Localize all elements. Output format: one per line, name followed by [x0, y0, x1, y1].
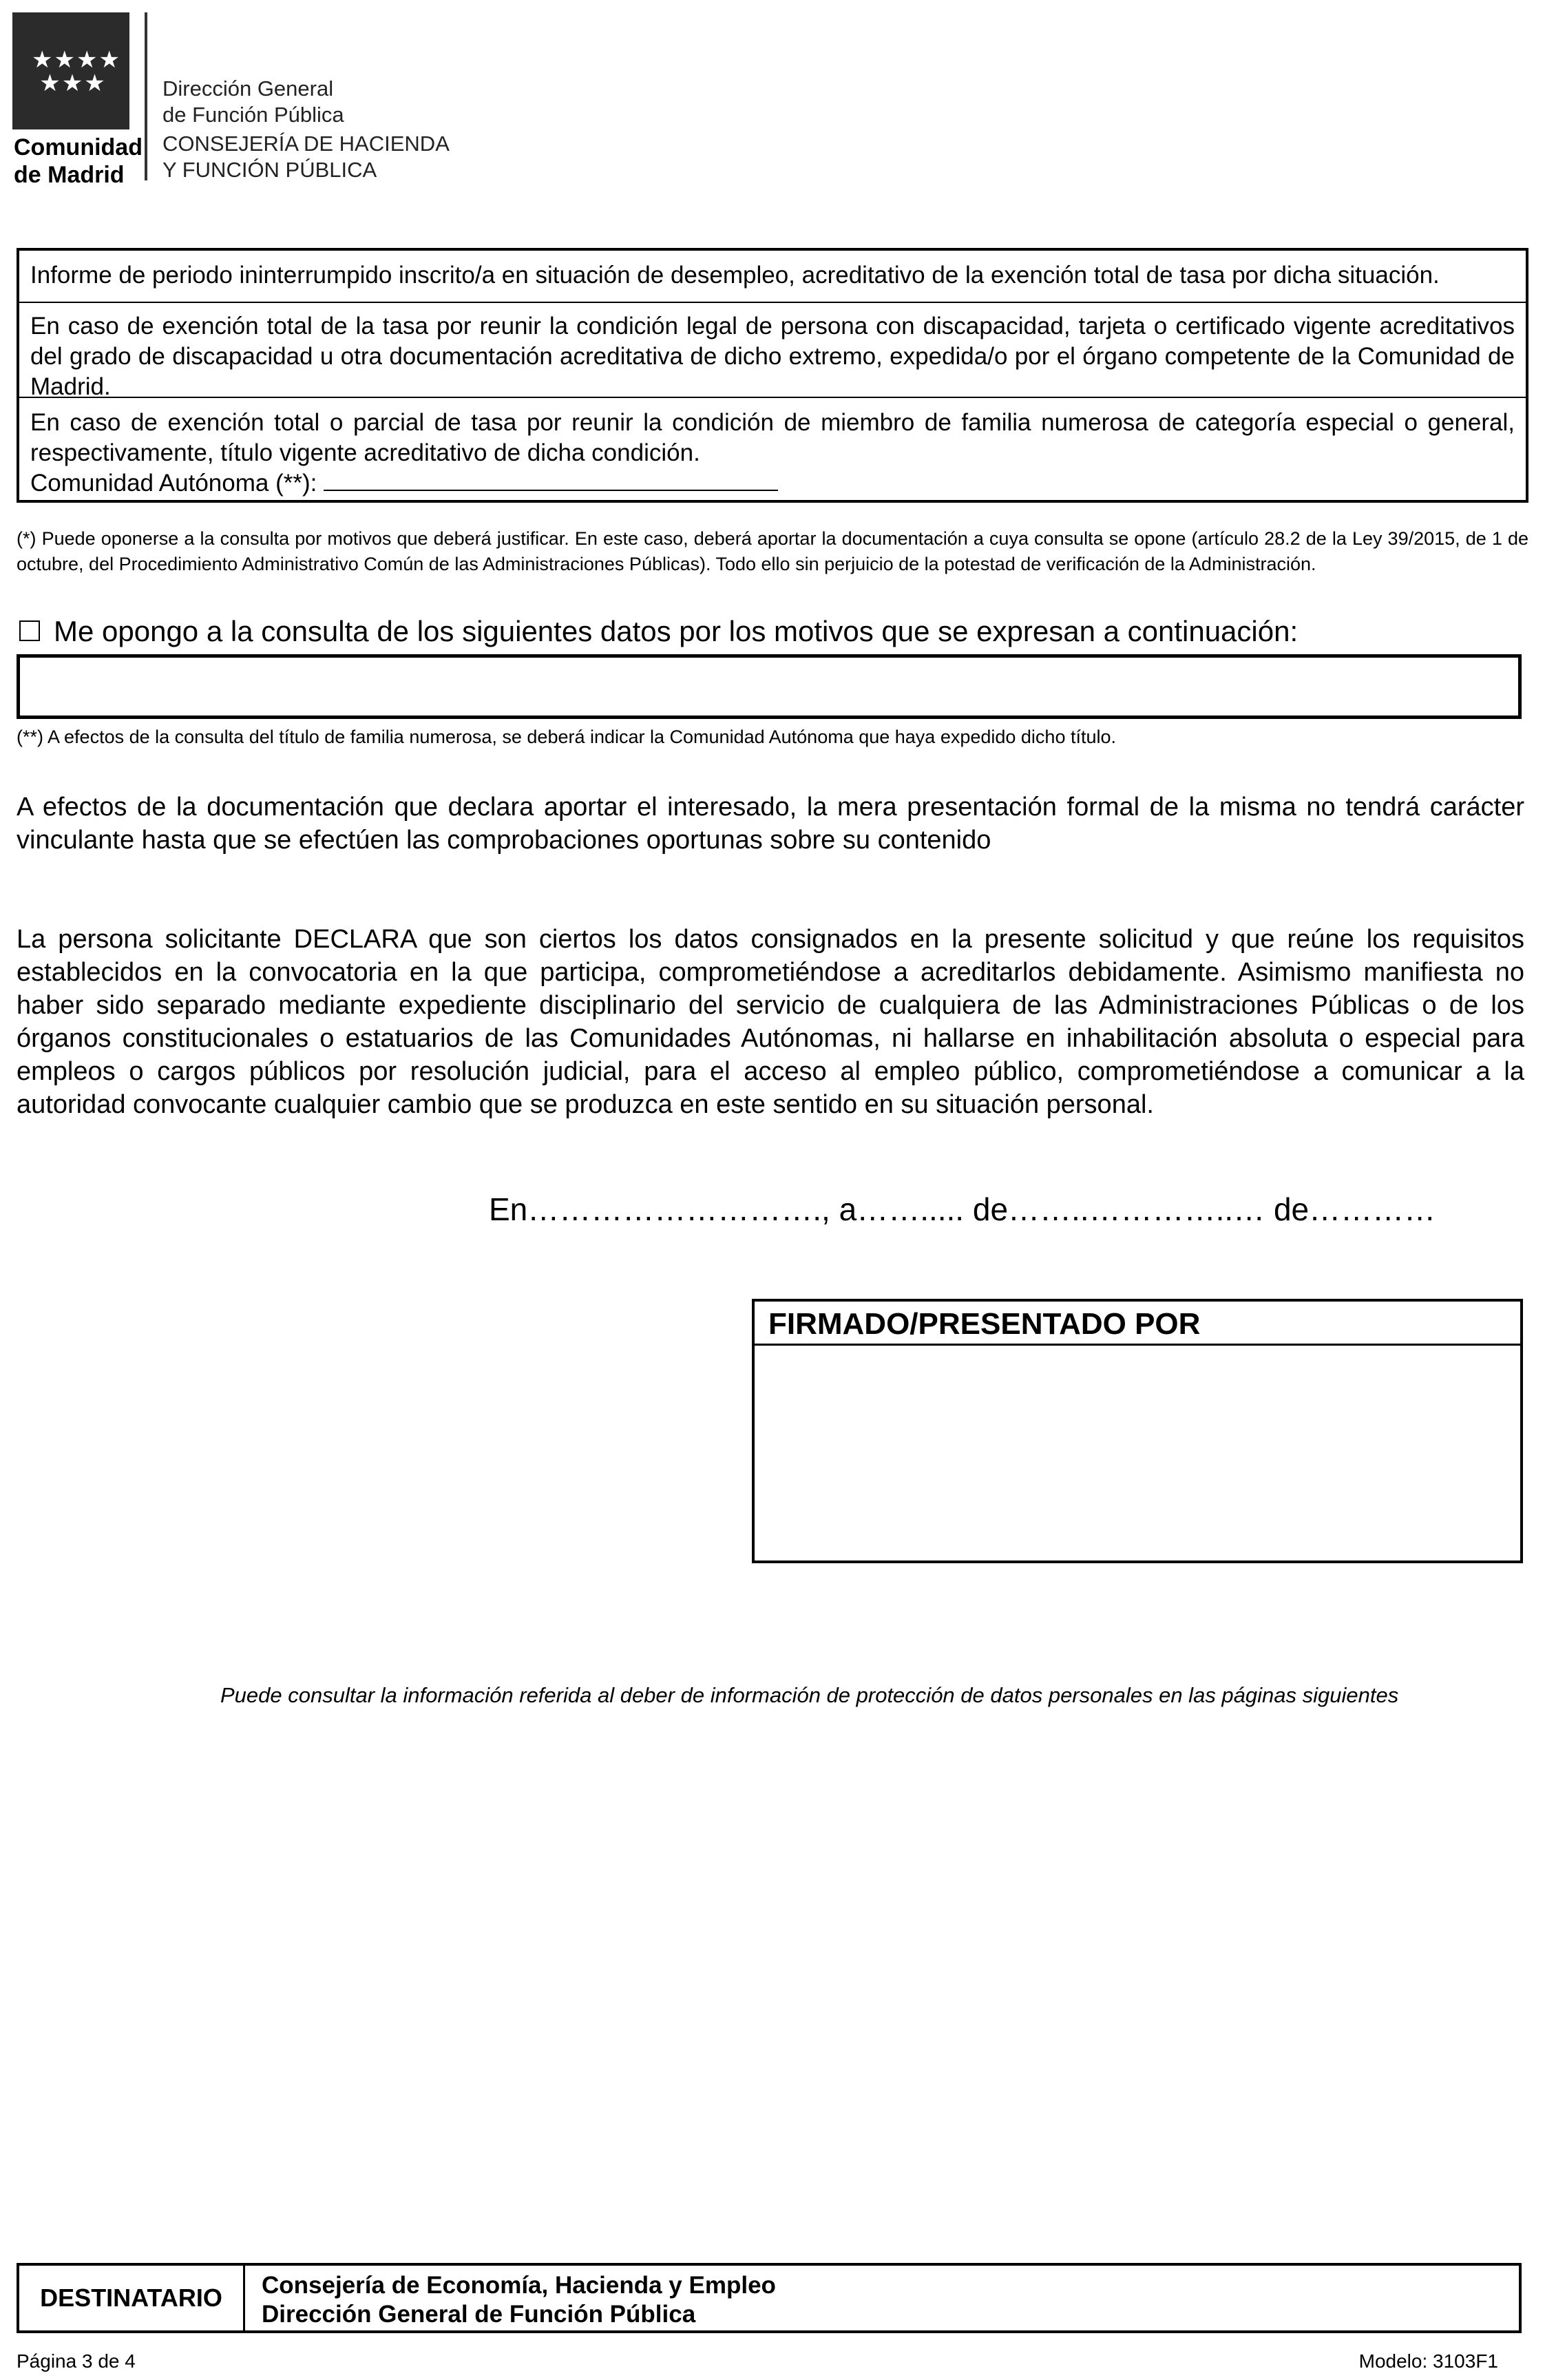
logo-line-2: de Madrid — [14, 162, 125, 188]
table-row-discapacidad: En caso de exención total de la tasa por reunir la condición legal de persona con discapacidad, tarjeta o certificado vigente acreditativos del grado de discapacidad u otra documentación acreditativa de dicho extremo, expedida/o por el órgano competente de la Comunidad de Madrid. — [19, 303, 1526, 398]
stars-icon: ★★★★ ★★★ — [32, 46, 121, 97]
signature-box[interactable] — [752, 1299, 1523, 1563]
documentation-paragraph: A efectos de la documentación que declara aportar el interesado, la mera presentación formal de la misma no tendrá carácter vinculante hasta que se efectúen las comprobaciones oportunas sobre su contenido — [17, 793, 1524, 855]
consulta-note: (*) Puede oponerse a la consulta por motivos que deberá justificar. En este caso, deberá aportar la documentación a cuya consulta se opone (artículo 28.2 de la Ley 39/2015, de 1 de octubre, del Procedimiento Administrativo Común de las Administraciones Públicas). Todo ello sin perjuicio de la potestad de verificación de la Administración. — [17, 528, 1528, 574]
oppose-label: Me opongo a la consulta de los siguientes datos por los motivos que se expresan a continuación: — [54, 615, 1299, 647]
oppose-checkbox[interactable] — [19, 620, 40, 641]
dept-line-2: de Función Pública — [162, 103, 344, 127]
ministry-name — [162, 131, 450, 183]
oppose-option — [17, 614, 1298, 649]
table-row-desempleo: Informe de periodo ininterrumpido inscrito/a en situación de desempleo, acreditativo de la exención total de tasa por dicha situación. — [19, 251, 1526, 303]
documentation-table — [17, 248, 1528, 503]
page-number: Página 3 de 4 — [17, 2350, 136, 2372]
oppose-reasons-field[interactable] — [17, 654, 1522, 719]
logo-emblem — [12, 12, 129, 129]
signature-title: FIRMADO/PRESENTADO POR — [755, 1302, 1520, 1346]
dept-line-1: Dirección General — [162, 76, 334, 101]
recipient-value — [262, 2271, 776, 2329]
comunidad-autonoma-label: Comunidad Autónoma (**): — [30, 470, 317, 497]
recipient-label: DESTINATARIO — [19, 2266, 245, 2330]
logo-line-1: Comunidad — [14, 134, 143, 160]
recipient-box — [17, 2263, 1522, 2333]
familia-numerosa-text: En caso de exención total o parcial de tasa por reunir la condición de miembro de familia numerosa de categoría especial o general, respectivamente, título vigente acreditativo de dicha condición. — [30, 409, 1515, 466]
comunidad-autonoma-field — [30, 468, 1515, 499]
place-date-line[interactable]: En………………………., a……..... de……..…………..… de………… — [489, 1191, 1436, 1227]
dept-line-3: CONSEJERÍA DE HACIENDA — [162, 132, 450, 156]
recipient-line-1: Consejería de Economía, Hacienda y Empleo — [262, 2272, 776, 2299]
dept-line-4: Y FUNCIÓN PÚBLICA — [162, 158, 377, 182]
recipient-line-2: Dirección General de Función Pública — [262, 2301, 696, 2328]
familia-numerosa-note: (**) A efectos de la consulta del título de familia numerosa, se deberá indicar la Comunidad Autónoma que haya expedido dicho título. — [17, 727, 1116, 747]
declaration-paragraph: La persona solicitante DECLARA que son ciertos los datos consignados en la presente solicitud y que reúne los requisitos establecidos en la convocatoria en la que participa, comprometiéndose a acreditarlos debidamente. Asimismo manifiesta no haber sido separado mediante expediente disciplinario del servicio de cualquiera de las Administraciones Públicas o de los órganos constitucionales o estatuarios de las Comunidades Autónomas, ni hallarse en inhabilitación absoluta o especial para empleos o cargos públicos por resolución judicial, para el acceso al empleo público, comprometiéndose a comunicar a la autoridad convocante cualquier cambio que se produzca en este sentido en su situación personal. — [17, 925, 1524, 1119]
model-number: Modelo: 3103F1 — [1358, 2350, 1498, 2372]
privacy-note: Puede consultar la información referida al deber de información de protección de datos personales en las páginas siguientes — [220, 1683, 1399, 1707]
header-divider — [145, 12, 147, 180]
logo-text — [14, 134, 143, 189]
comunidad-autonoma-input[interactable] — [324, 469, 778, 491]
department-name — [162, 76, 344, 128]
table-row-familia-numerosa — [19, 398, 1526, 501]
